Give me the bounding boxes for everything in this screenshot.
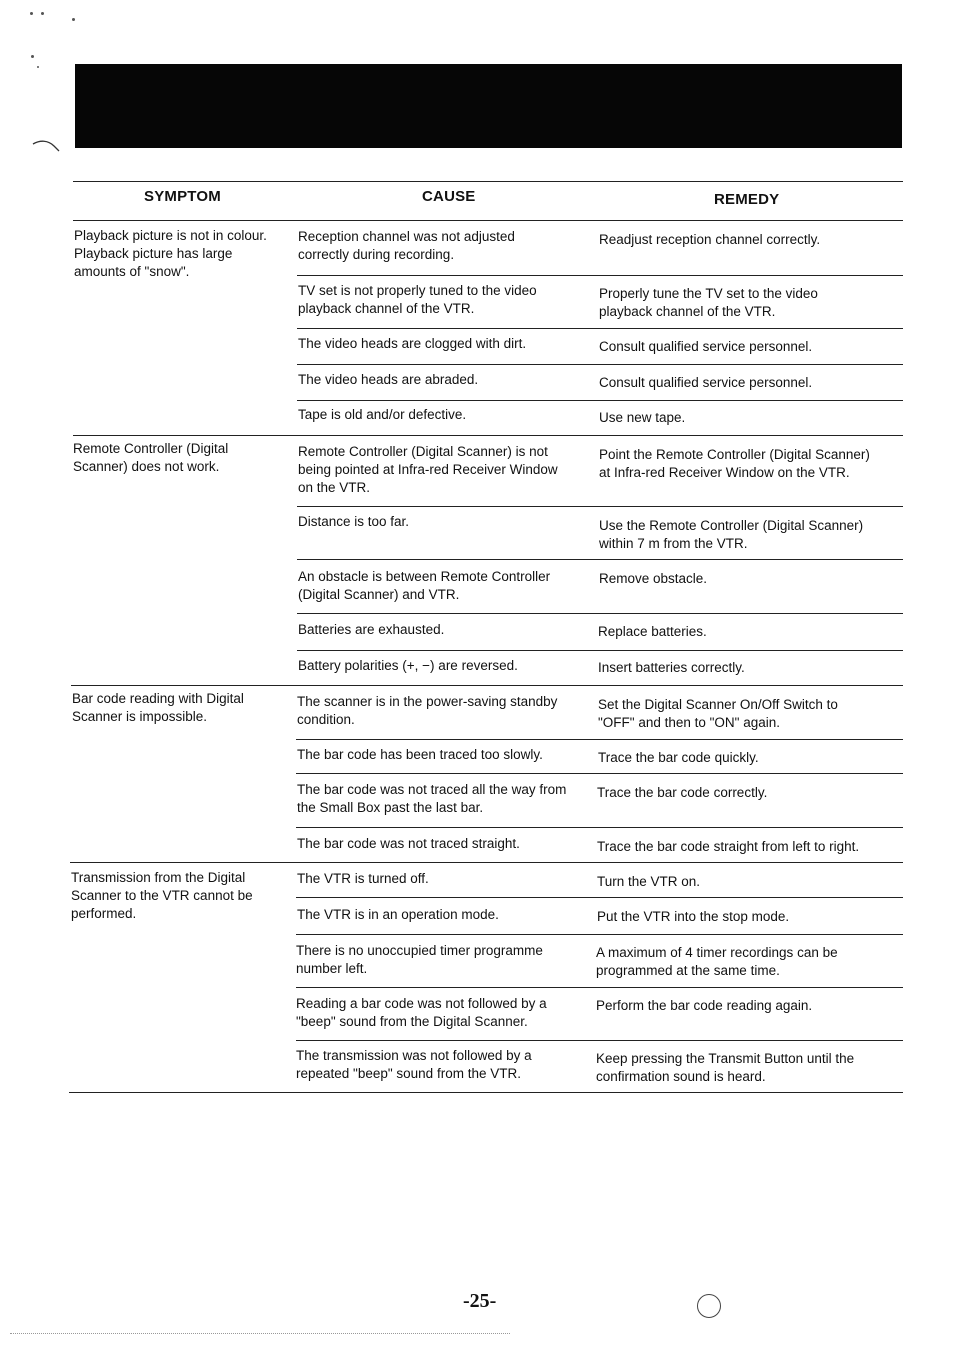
cause-cell: The video heads are abraded.: [298, 372, 479, 387]
cause-cell: Batteries are exhausted.: [298, 622, 445, 637]
symptom-header: SYMPTOM: [144, 188, 221, 205]
symptom-cell: Playback picture is not in colour. Playback picture has large amounts of "snow".: [74, 228, 267, 279]
group-divider: [73, 435, 903, 436]
scan-noise-line: [10, 1333, 510, 1334]
remedy-cell: Consult qualified service personnel.: [599, 339, 813, 354]
symptom-cell: Bar code reading with Digital Scanner is impossible.: [72, 691, 244, 724]
scan-speck: [41, 12, 44, 15]
circle-mark-icon: [697, 1294, 721, 1318]
cause-cell: TV set is not properly tuned to the video playback channel of the VTR.: [298, 283, 537, 316]
scan-speck: [31, 55, 34, 58]
cause-cell: The scanner is in the power-saving standby condition.: [297, 694, 558, 727]
cause-header: CAUSE: [422, 188, 476, 205]
header-banner: [75, 64, 902, 148]
remedy-cell: Properly tune the TV set to the video playback channel of the VTR.: [599, 286, 818, 319]
table-bottom-rule: [69, 1092, 903, 1093]
header-bottom-rule: [73, 220, 903, 221]
row-divider: [297, 328, 903, 329]
row-divider: [296, 934, 903, 935]
cause-cell: An obstacle is between Remote Controller (Digital Scanner) and VTR.: [298, 569, 551, 602]
row-divider: [296, 773, 903, 774]
cause-cell: Battery polarities (+, −) are reversed.: [298, 658, 518, 673]
remedy-cell: Trace the bar code correctly.: [597, 785, 768, 800]
remedy-cell: Set the Digital Scanner On/Off Switch to "OFF" and then to "ON" again.: [598, 697, 838, 730]
row-divider: [297, 364, 903, 365]
row-divider: [297, 559, 903, 560]
symptom-cell: Remote Controller (Digital Scanner) does not work.: [73, 441, 229, 474]
remedy-cell: Keep pressing the Transmit Button until the confirmation sound is heard.: [596, 1051, 855, 1084]
scan-speck: [37, 66, 39, 68]
page-number: -25-: [463, 1290, 497, 1312]
remedy-cell: Trace the bar code quickly.: [598, 750, 759, 765]
cause-cell: The bar code was not traced straight.: [297, 836, 520, 851]
cause-cell: Distance is too far.: [298, 514, 410, 529]
remedy-cell: Remove obstacle.: [599, 571, 708, 586]
table-top-rule: [73, 181, 903, 182]
row-divider: [296, 1040, 903, 1041]
cause-cell: There is no unoccupied timer programme number left.: [296, 943, 543, 976]
scan-speck: [72, 18, 75, 21]
cause-cell: The bar code was not traced all the way from the Small Box past the last bar.: [297, 782, 567, 815]
remedy-cell: Consult qualified service personnel.: [599, 375, 813, 390]
cause-cell: The VTR is turned off.: [297, 871, 429, 886]
remedy-cell: Put the VTR into the stop mode.: [597, 909, 790, 924]
pen-scribble-icon: [32, 138, 62, 152]
remedy-header: REMEDY: [714, 191, 780, 208]
symptom-cell: Transmission from the Digital Scanner to the VTR cannot be performed.: [71, 870, 253, 921]
cause-cell: The transmission was not followed by a repeated "beep" sound from the VTR.: [296, 1048, 532, 1081]
row-divider: [297, 506, 903, 507]
remedy-cell: Use new tape.: [599, 410, 686, 425]
remedy-cell: Trace the bar code straight from left to right.: [597, 839, 860, 854]
remedy-cell: Perform the bar code reading again.: [596, 998, 813, 1013]
row-divider: [297, 275, 903, 276]
row-divider: [297, 400, 903, 401]
remedy-cell: A maximum of 4 timer recordings can be programmed at the same time.: [596, 945, 838, 978]
row-divider: [296, 987, 903, 988]
row-divider: [296, 739, 903, 740]
scan-speck: [30, 12, 33, 15]
remedy-cell: Insert batteries correctly.: [598, 660, 745, 675]
cause-cell: The video heads are clogged with dirt.: [298, 336, 527, 351]
row-divider: [296, 897, 903, 898]
cause-cell: The bar code has been traced too slowly.: [297, 747, 543, 762]
cause-cell: Remote Controller (Digital Scanner) is not being pointed at Infra-red Receiver Window on the VTR.: [298, 444, 558, 495]
cause-cell: Reception channel was not adjusted correctly during recording.: [298, 229, 515, 262]
row-divider: [296, 827, 903, 828]
cause-cell: The VTR is in an operation mode.: [297, 907, 499, 922]
row-divider: [297, 650, 903, 651]
remedy-cell: Replace batteries.: [598, 624, 707, 639]
cause-cell: Tape is old and/or defective.: [298, 407, 467, 422]
remedy-cell: Readjust reception channel correctly.: [599, 232, 821, 247]
remedy-cell: Use the Remote Controller (Digital Scanner) within 7 m from the VTR.: [599, 518, 864, 551]
remedy-cell: Point the Remote Controller (Digital Scanner) at Infra-red Receiver Window on the VTR.: [599, 447, 870, 480]
row-divider: [297, 613, 903, 614]
remedy-cell: Turn the VTR on.: [597, 874, 701, 889]
group-divider: [71, 685, 903, 686]
cause-cell: Reading a bar code was not followed by a "beep" sound from the Digital Scanner.: [296, 996, 547, 1029]
group-divider: [70, 862, 903, 863]
